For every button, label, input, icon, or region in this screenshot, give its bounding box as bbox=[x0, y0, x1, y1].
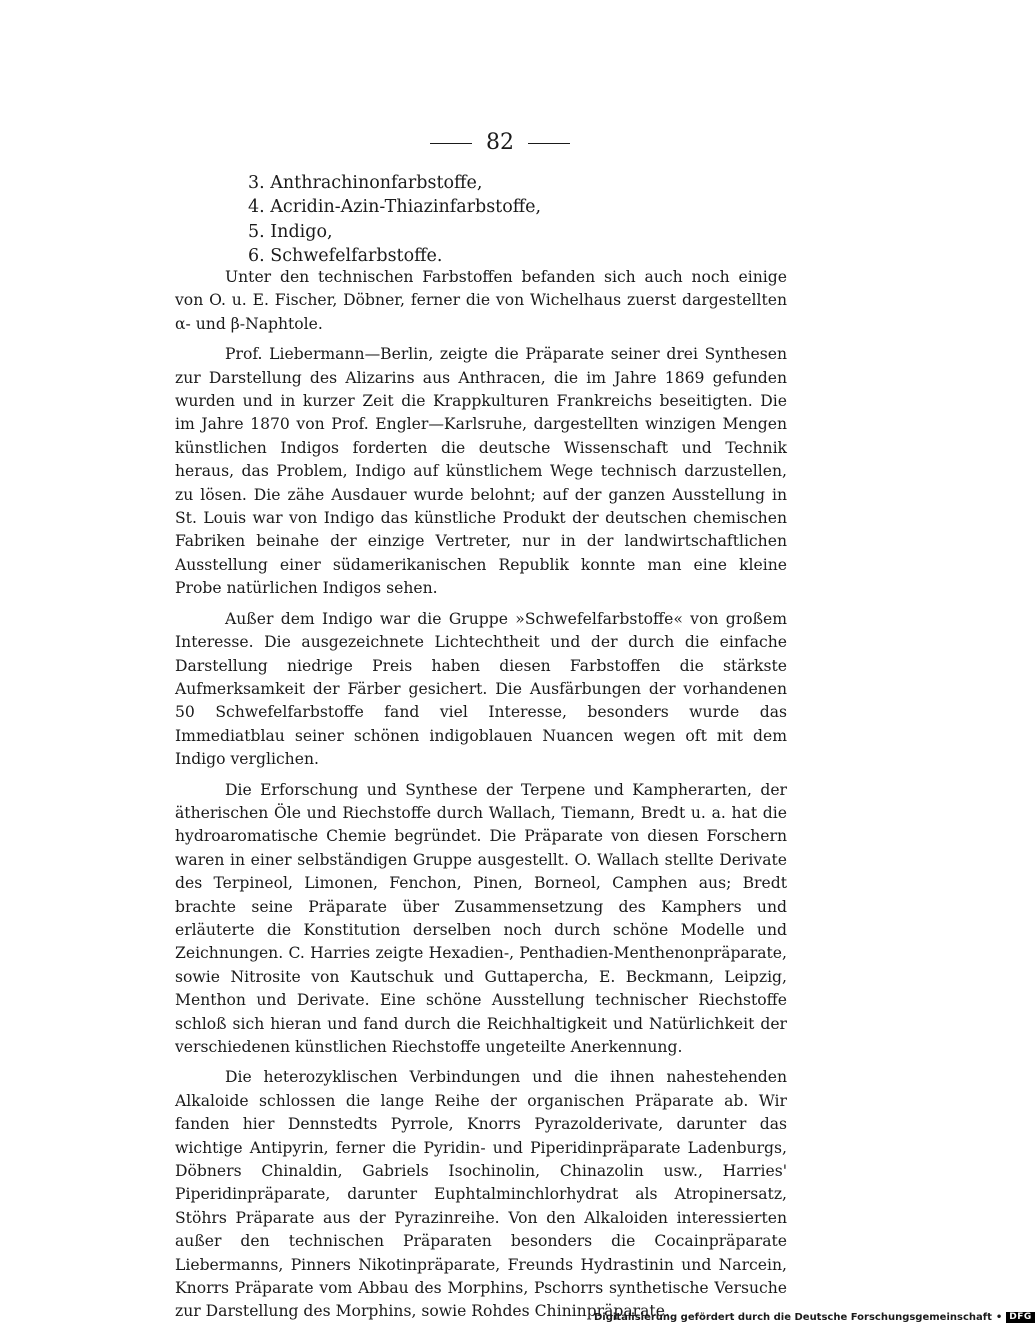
right-rule bbox=[528, 143, 570, 144]
page-number-header bbox=[0, 130, 1000, 156]
body-text bbox=[175, 266, 787, 1331]
paragraph: Die heterozyklischen Verbindungen und die ihnen nahestehenden Alkaloide schlossen die lange Reihe der organischen Präparate ab. Wir fanden hier Dennstedts Pyrrole, Knorrs Pyrazolderivate, darunter das wichtige Antipyrin, ferner die Pyridin- und Piperidinpräparate Ladenburgs, Döbners Chinaldin, Gabriels Isochinolin, Chinazolin usw., Harries' Piperidinpräparate, darunter Euphtalminchlorhydrat als Atropinersatz, Stöhrs Präparate aus der Pyrazinreihe. Von den Alkaloiden interessierten außer den technischen Präparaten besonders die Cocainpräparate Liebermanns, Pinners Nikotinpräparate, Freunds Hydrastinin und Narcein, Knorrs Präparate vom Abbau des Morphins, Pschorrs synthetische Versuche zur Darstellung des Morphins, sowie Rohdes Chininpräparate. bbox=[175, 1068, 787, 1321]
footer-bullet: • bbox=[995, 1312, 1003, 1323]
paragraph: Außer dem Indigo war die Gruppe »Schwefelfarbstoffe« von großem Interesse. Die ausgezeichnete Lichtechtheit und der durch die einfache Darstellung niedrige Preis haben diesen Farbstoffen die stärkste Aufmerksamkeit der Färber gesichert. Die Ausfärbungen der vorhandenen 50 Schwefelfarbstoffe fand viel Interesse, besonders wurde das Immediatblau seiner schönen indigoblauen Nuancen wegen oft mit dem Indigo verglichen. bbox=[175, 609, 787, 769]
digitization-footer bbox=[594, 1311, 1035, 1324]
paragraph: Prof. Liebermann—Berlin, zeigte die Präparate seiner drei Synthesen zur Darstellung des Alizarins aus Anthracen, die im Jahre 1869 gefunden wurden und in kurzer Zeit die Krappkulturen Frankreichs beseitigten. Die im Jahre 1870 von Prof. Engler—Karlsruhe, dargestellten winzigen Mengen künstlichen Indigos forderten die deutsche Wissenschaft und Technik heraus, das Problem, Indigo auf künstlichem Wege technisch darzustellen, zu lösen. Die zähe Ausdauer wurde belohnt; auf der ganzen Ausstellung in St. Louis war von Indigo das künstliche Produkt der deutschen chemischen Fabriken beinahe der einzige Vertreter, nur in der landwirtschaftlichen Ausstellung einer südamerikanischen Republik konnte man eine kleine Probe natürlichen Indigos sehen. bbox=[175, 345, 787, 598]
list-item: 5. Indigo, bbox=[248, 221, 333, 242]
list-item: 3. Anthrachinonfarbstoffe, bbox=[248, 173, 483, 193]
dye-class-list bbox=[248, 171, 541, 269]
page-number: 82 bbox=[486, 130, 514, 155]
footer-text: Digitalisierung gefördert durch die Deutsche Forschungsgemeinschaft bbox=[594, 1312, 992, 1323]
dfg-logo-icon: DFG bbox=[1006, 1312, 1035, 1323]
list-item: 6. Schwefelfarbstoffe. bbox=[248, 246, 443, 267]
left-rule bbox=[430, 143, 472, 144]
paragraph: Unter den technischen Farbstoffen befanden sich auch noch einige von O. u. E. Fischer, Döbner, ferner die von Wichelhaus zuerst dargestellten α- und β-Naphtole. bbox=[175, 268, 787, 333]
paragraph: Die Erforschung und Synthese der Terpene und Kampherarten, der ätherischen Öle und Riechstoffe durch Wallach, Tiemann, Bredt u. a. hat die hydroaromatische Chemie begründet. Die Präparate von diesen Forschern waren in einer selbständigen Gruppe ausgestellt. O. Wallach stellte Derivate des Terpineol, Limonen, Fenchon, Pinen, Borneol, Camphen aus; Bredt brachte seine Präparate über Zusammensetzung des Kamphers und erläuterte die Konstitution derselben noch durch schöne Modelle und Zeichnungen. C. Harries zeigte Hexadien-, Penthadien-Menthenonpräparate, sowie Nitrosite von Kautschuk und Guttapercha, E. Beckmann, Leipzig, Menthon und Derivate. Eine schöne Ausstellung technischer Riechstoffe schloß sich hieran und fand durch die Reichhaltigkeit und Natürlichkeit der verschiedenen künstlichen Riechstoffe ungeteilte Anerkennung. bbox=[175, 780, 787, 1056]
list-item: 4. Acridin-Azin-Thiazinfarbstoffe, bbox=[248, 197, 542, 218]
